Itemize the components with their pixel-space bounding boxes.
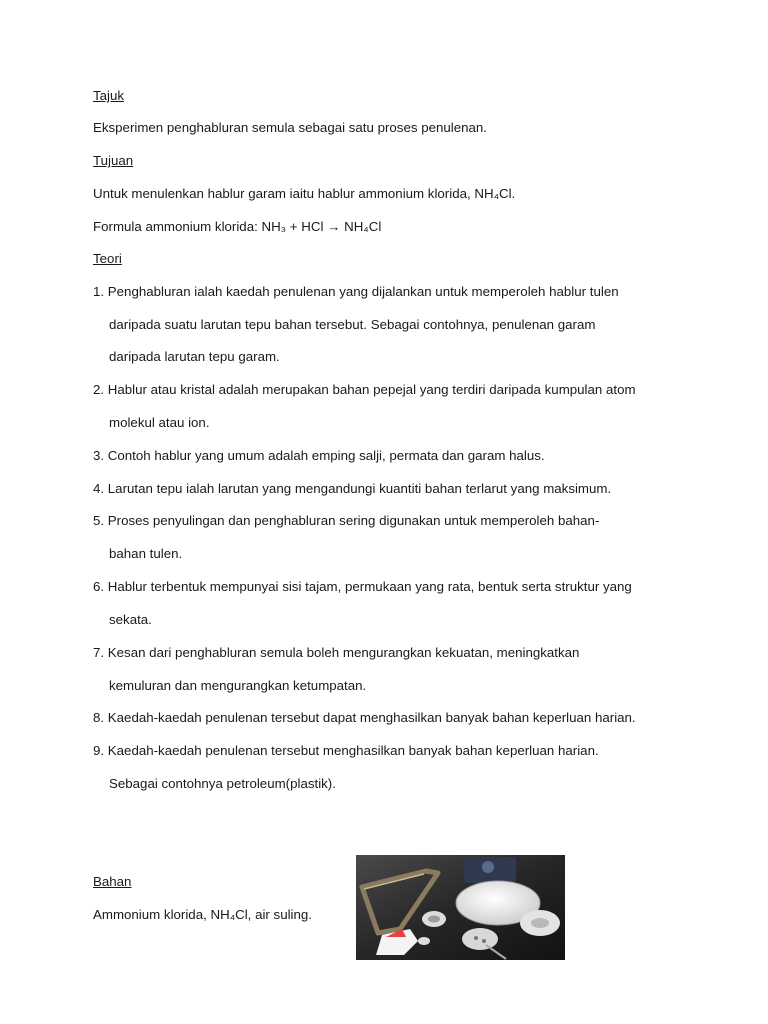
formula-text: Formula ammonium klorida: NH₃ + HCl → NH₄Cl — [93, 219, 382, 234]
teori-item-1-line-3: daripada larutan tepu garam. — [109, 349, 280, 364]
teori-item-6-line-2: sekata. — [109, 612, 152, 627]
heading-bahan: Bahan — [93, 874, 132, 889]
apparatus-photo — [356, 855, 565, 960]
teori-item-1-line-1: 1. Penghabluran ialah kaedah penulenan yang dijalankan untuk memperoleh hablur tulen — [93, 284, 619, 299]
heading-tujuan: Tujuan — [93, 153, 134, 168]
teori-item-9-line-1: 9. Kaedah-kaedah penulenan tersebut menghasilkan banyak bahan keperluan harian. — [93, 743, 599, 758]
teori-item-2-line-1: 2. Hablur atau kristal adalah merupakan bahan pepejal yang terdiri daripada kumpulan atom — [93, 382, 636, 397]
teori-item-5-line-1: 5. Proses penyulingan dan penghabluran sering digunakan untuk memperoleh bahan- — [93, 513, 600, 528]
teori-item-7-line-2: kemuluran dan mengurangkan ketumpatan. — [109, 678, 367, 693]
teori-item-1-line-2: daripada suatu larutan tepu bahan tersebut. Sebagai contohnya, penulenan garam — [109, 317, 596, 332]
teori-item-9-line-2: Sebagai contohnya petroleum(plastik). — [109, 776, 336, 791]
heading-teori: Teori — [93, 251, 122, 266]
teori-item-3: 3. Contoh hablur yang umum adalah emping salji, permata dan garam halus. — [93, 448, 545, 463]
tajuk-text: Eksperimen penghabluran semula sebagai satu proses penulenan. — [93, 120, 487, 135]
teori-item-6-line-1: 6. Hablur terbentuk mempunyai sisi tajam, permukaan yang rata, bentuk serta struktur yang — [93, 579, 632, 594]
heading-tajuk: Tajuk — [93, 88, 125, 103]
teori-item-8: 8. Kaedah-kaedah penulenan tersebut dapat menghasilkan banyak bahan keperluan harian. — [93, 710, 636, 725]
teori-item-5-line-2: bahan tulen. — [109, 546, 183, 561]
teori-item-2-line-2: molekul atau ion. — [109, 415, 210, 430]
tujuan-text: Untuk menulenkan hablur garam iaitu hablur ammonium klorida, NH₄Cl. — [93, 186, 516, 201]
bahan-text: Ammonium klorida, NH₄Cl, air suling. — [93, 907, 312, 922]
teori-item-7-line-1: 7. Kesan dari penghabluran semula boleh mengurangkan kekuatan, meningkatkan — [93, 645, 580, 660]
teori-item-4: 4. Larutan tepu ialah larutan yang mengandungi kuantiti bahan terlarut yang maksimum. — [93, 481, 612, 496]
